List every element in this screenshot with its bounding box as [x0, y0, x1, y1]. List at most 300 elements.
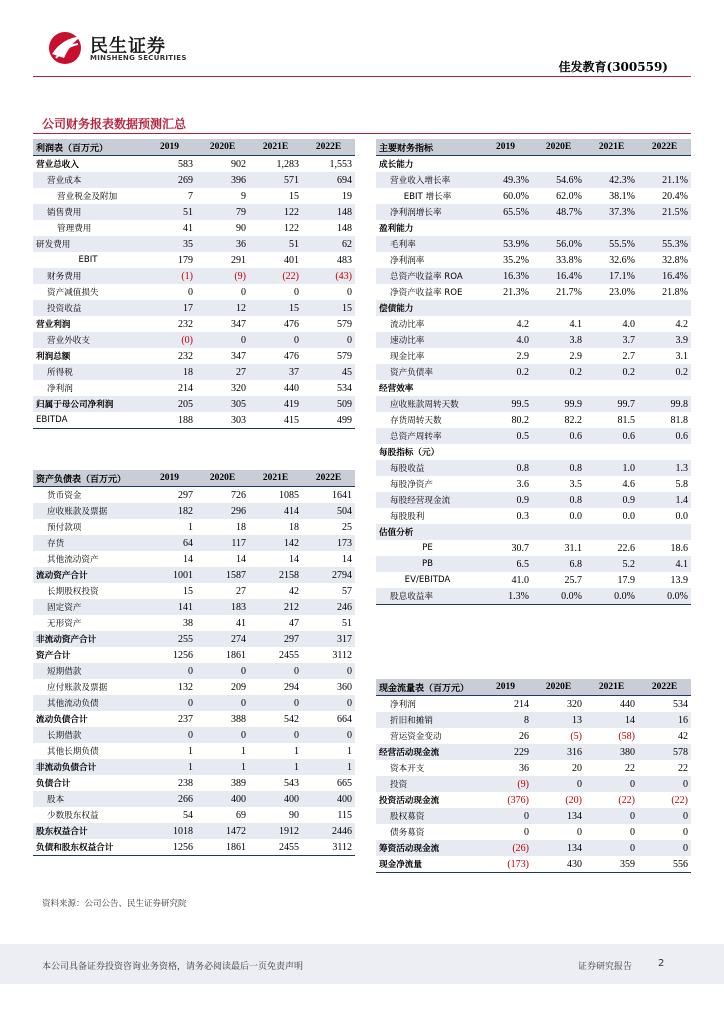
cell-value: 0.5 — [479, 428, 532, 444]
row-label: 其他流动资产 — [47, 555, 99, 565]
cell-value — [532, 380, 585, 396]
page-number: 2 — [658, 958, 665, 969]
table-row — [376, 540, 691, 556]
row-label: 每股股利 — [390, 512, 425, 522]
year-header: 2021E — [249, 470, 302, 487]
cell-value: 2.7 — [622, 350, 635, 362]
row-label: 营业税金及附加 — [57, 192, 118, 202]
data-source-note: 资料来源：公司公告、民生证券研究院 — [42, 899, 187, 909]
table-row — [33, 823, 355, 839]
section-title: 公司财务报表数据预测汇总 — [42, 117, 187, 131]
table-row — [33, 631, 355, 647]
table-title: 主要财务指标 — [376, 139, 479, 156]
cell-value: 476 — [284, 318, 299, 330]
cell-value: 3.8 — [532, 332, 585, 348]
cell-value: 664 — [337, 713, 352, 725]
cell-value: 122 — [284, 222, 299, 234]
row-label: 短期借款 — [33, 663, 143, 679]
cell-value: 229 — [479, 744, 532, 760]
cell-value: 578 — [638, 744, 691, 760]
cell-value: 47 — [289, 617, 299, 629]
cell-value: 214 — [514, 698, 529, 710]
cell-value: 726 — [231, 489, 246, 501]
table-row — [33, 519, 355, 535]
cell-value: 54 — [183, 809, 193, 821]
year-header: 2021E — [249, 139, 302, 156]
row-label: 其他长期负债 — [47, 747, 99, 757]
cell-value: 148 — [337, 222, 352, 234]
cell-value: 79 — [196, 204, 249, 220]
cell-value: 400 — [249, 791, 302, 807]
cell-value: (376) — [507, 794, 529, 806]
table-row — [376, 428, 691, 444]
cell-value: 173 — [302, 535, 355, 551]
table-row — [33, 807, 355, 823]
cell-value: 18 — [236, 521, 246, 533]
cell-value: 0.2 — [585, 364, 638, 380]
cell-value: 3.5 — [569, 478, 582, 490]
table-header-row — [33, 139, 355, 156]
cell-value: 401 — [284, 254, 299, 266]
row-label: 债务募资 — [390, 828, 425, 838]
cell-value: 0 — [630, 826, 635, 838]
cell-value: 1861 — [196, 839, 249, 856]
cell-value: 4.0 — [479, 332, 532, 348]
cell-value: 0 — [143, 727, 196, 743]
cell-value: 38.1% — [609, 190, 635, 202]
cell-value: 1,553 — [329, 158, 352, 170]
cell-value: 1 — [302, 759, 355, 775]
table-row — [376, 744, 691, 760]
cell-value: 2158 — [249, 567, 302, 583]
cell-value: 56.0% — [532, 236, 585, 252]
cell-value: 0 — [196, 695, 249, 711]
cell-value: (22) — [618, 794, 635, 806]
cell-value: 0 — [302, 332, 355, 348]
cell-value: 179 — [178, 254, 193, 266]
table-row — [33, 775, 355, 791]
table-row — [33, 380, 355, 396]
cell-value: 15 — [289, 190, 299, 202]
table-row — [376, 808, 691, 824]
cell-value: 4.0 — [622, 318, 635, 330]
cell-value: 57 — [342, 585, 352, 597]
cell-value: 37 — [249, 364, 302, 380]
cell-value — [638, 444, 691, 460]
table-row — [376, 348, 691, 364]
cell-value: 1 — [188, 745, 193, 757]
table-row — [376, 712, 691, 728]
cell-value: 0 — [524, 826, 529, 838]
cell-value: 3112 — [332, 649, 352, 661]
row-label: 应收账款周转天数 — [376, 396, 479, 412]
row-label: 货币资金 — [47, 491, 82, 501]
cell-value: 316 — [532, 744, 585, 760]
table-row — [376, 220, 691, 236]
cell-value: 4.1 — [638, 556, 691, 572]
row-label: PB — [376, 556, 479, 572]
cell-value — [638, 524, 691, 540]
table-row — [33, 759, 355, 775]
table-row — [376, 316, 691, 332]
cell-value: 23.0% — [609, 286, 635, 298]
table-row — [376, 824, 691, 840]
table-row — [376, 156, 691, 173]
row-label: 营业总收入 — [36, 160, 79, 170]
table-row — [376, 380, 691, 396]
cell-value: 205 — [143, 396, 196, 412]
cell-value: 0.0% — [585, 588, 638, 605]
cell-value: (0) — [143, 332, 196, 348]
year-header: 2022E — [638, 679, 691, 696]
cell-value: 1085 — [279, 489, 299, 501]
balance-sheet-table — [33, 470, 355, 856]
cell-value: 1.3% — [479, 588, 532, 605]
cell-value: 1256 — [143, 839, 196, 856]
page-header — [0, 0, 724, 80]
cell-value: 1641 — [332, 489, 352, 501]
cell-value: 2455 — [279, 649, 299, 661]
cell-value: 1 — [347, 745, 352, 757]
cell-value: 16.3% — [479, 268, 532, 284]
cell-value: 55.5% — [585, 236, 638, 252]
cell-value: 3.6 — [516, 478, 529, 490]
cell-value: 117 — [196, 535, 249, 551]
cell-value: 20.4% — [662, 190, 688, 202]
cell-value: 31.1 — [564, 542, 582, 554]
year-header: 2019 — [479, 679, 532, 696]
row-label: 应收账款及票据 — [33, 503, 143, 519]
cell-value: 0 — [143, 663, 196, 679]
cell-value: 0 — [249, 727, 302, 743]
cell-value — [479, 444, 532, 460]
row-label: 其他流动负债 — [33, 695, 143, 711]
cell-value: 1,283 — [276, 158, 299, 170]
cell-value: 49.3% — [479, 172, 532, 188]
cell-value: 246 — [302, 599, 355, 615]
cell-value: (173) — [479, 856, 532, 873]
cell-value: (22) — [249, 268, 302, 284]
table-row — [376, 364, 691, 380]
year-header: 2019 — [143, 139, 196, 156]
cell-value — [532, 444, 585, 460]
year-header: 2021E — [585, 679, 638, 696]
cell-value: 21.7% — [556, 286, 582, 298]
year-header: 2019 — [479, 139, 532, 156]
cell-value: 359 — [585, 856, 638, 873]
row-label: 每股收益 — [376, 460, 479, 476]
cell-value: 0.2 — [532, 364, 585, 380]
cell-value: 238 — [178, 777, 193, 789]
cell-value: 134 — [532, 808, 585, 824]
cell-value: 30.7 — [511, 542, 529, 554]
row-label: 利润总额 — [36, 352, 71, 362]
cell-value: 12 — [196, 300, 249, 316]
cell-value: 81.5 — [617, 414, 635, 426]
table-row — [376, 396, 691, 412]
table-row — [376, 776, 691, 792]
cell-value: 0 — [249, 332, 302, 348]
row-label: 投资 — [376, 776, 479, 792]
cell-value: 419 — [249, 396, 302, 412]
cell-value: 579 — [337, 318, 352, 330]
cell-value: 380 — [585, 744, 638, 760]
cell-value: (9) — [479, 776, 532, 792]
cell-value: 0 — [302, 727, 355, 743]
cell-value: 20 — [572, 762, 582, 774]
cell-value: 16.4% — [532, 268, 585, 284]
cell-value: 5.8 — [675, 478, 688, 490]
cell-value: 694 — [302, 172, 355, 188]
cell-value: (26) — [479, 840, 532, 856]
cell-value: 542 — [284, 713, 299, 725]
cell-value: 0.8 — [532, 492, 585, 508]
cell-value: 0 — [249, 695, 302, 711]
cell-value — [532, 524, 585, 540]
table-row — [376, 696, 691, 713]
cell-value: 8 — [479, 712, 532, 728]
table-row — [33, 695, 355, 711]
table-row — [376, 268, 691, 284]
cell-value: 237 — [178, 713, 193, 725]
cell-value: 22 — [678, 762, 688, 774]
year-header: 2020E — [532, 139, 585, 156]
cell-value: 483 — [337, 254, 352, 266]
year-header: 2022E — [302, 470, 355, 487]
row-label: 销售费用 — [33, 204, 143, 220]
row-label: 净利润率 — [390, 256, 425, 266]
cell-value: 51 — [249, 236, 302, 252]
section-divider — [33, 133, 691, 134]
year-header: 2020E — [196, 139, 249, 156]
cell-value: 132 — [178, 681, 193, 693]
table-row — [33, 711, 355, 727]
cell-value: 16 — [638, 712, 691, 728]
brand-logo — [48, 30, 198, 70]
cell-value: 15 — [302, 300, 355, 316]
table-row — [33, 332, 355, 348]
year-header: 2019 — [143, 470, 196, 487]
cell-value: 27 — [236, 585, 246, 597]
row-label: 净资产收益率 ROE — [390, 288, 463, 298]
table-row — [33, 348, 355, 364]
cell-value: 317 — [302, 631, 355, 647]
cell-value: 51 — [342, 617, 352, 629]
cell-value: 266 — [143, 791, 196, 807]
cell-value: 274 — [196, 631, 249, 647]
cell-value: 90 — [236, 222, 246, 234]
cell-value: 1587 — [196, 567, 249, 583]
cell-value: 504 — [302, 503, 355, 519]
row-label: 财务费用 — [33, 268, 143, 284]
row-label: 资本开支 — [390, 764, 425, 774]
table-row — [33, 615, 355, 631]
income-statement-table — [33, 139, 355, 429]
cell-value: 21.3% — [503, 286, 529, 298]
cell-value: 291 — [231, 254, 246, 266]
cell-value: 14 — [342, 553, 352, 565]
cell-value: 3112 — [302, 839, 355, 856]
cell-value: 1 — [294, 745, 299, 757]
table-row — [33, 156, 355, 173]
table-row — [376, 444, 691, 460]
cell-value: 35.2% — [503, 254, 529, 266]
cell-value: 1 — [188, 521, 193, 533]
cell-value: 4.2 — [675, 318, 688, 330]
cell-value: 0 — [196, 727, 249, 743]
cell-value: 62 — [302, 236, 355, 252]
cell-value: 4.2 — [516, 318, 529, 330]
row-label: 长期股权投资 — [47, 587, 99, 597]
table-row — [33, 503, 355, 519]
row-label: 资产合计 — [36, 651, 71, 661]
cell-value: 0 — [577, 826, 582, 838]
table-row — [33, 396, 355, 412]
row-label: 营业利润 — [36, 320, 71, 330]
cell-value: 42 — [289, 585, 299, 597]
cell-value: 3.7 — [585, 332, 638, 348]
cell-value: 1.4 — [638, 492, 691, 508]
table-row — [33, 743, 355, 759]
table-row — [33, 252, 355, 268]
cell-value — [479, 380, 532, 396]
header-divider — [33, 76, 691, 77]
row-label: 每股净资产 — [390, 480, 433, 490]
table-row — [33, 663, 355, 679]
table-row — [376, 524, 691, 540]
cell-value: 269 — [143, 172, 196, 188]
cell-value: 1.0 — [585, 460, 638, 476]
row-label: 资产减值损失 — [47, 288, 99, 298]
cell-value: 347 — [231, 318, 246, 330]
cell-value: 22.6 — [617, 542, 635, 554]
cell-value: 45 — [302, 364, 355, 380]
cell-value: 0.0 — [622, 510, 635, 522]
cell-value: 6.8 — [532, 556, 585, 572]
table-row — [33, 316, 355, 332]
row-label: 偿债能力 — [376, 300, 479, 316]
row-label: 所得税 — [33, 364, 143, 380]
cell-value: 35 — [143, 236, 196, 252]
cell-value: 1912 — [249, 823, 302, 839]
cell-value: 1861 — [226, 649, 246, 661]
cell-value: 297 — [249, 631, 302, 647]
table-row — [376, 588, 691, 605]
cell-value: 297 — [178, 489, 193, 501]
cell-value: 38 — [183, 617, 193, 629]
table-row — [33, 220, 355, 236]
cell-value: 294 — [284, 681, 299, 693]
cell-value: 36 — [519, 762, 529, 774]
report-type: 证券研究报告 — [578, 962, 633, 972]
table-header-row — [376, 679, 691, 696]
cell-value: 60.0% — [503, 190, 529, 202]
table-row — [33, 647, 355, 663]
row-label: 投资活动现金流 — [379, 796, 440, 806]
cell-value: 360 — [337, 681, 352, 693]
cell-value: 99.9 — [532, 396, 585, 412]
cell-value: 134 — [532, 840, 585, 856]
table-row — [33, 236, 355, 252]
cell-value: 440 — [284, 382, 299, 394]
cell-value: 476 — [284, 350, 299, 362]
cell-value: 122 — [249, 204, 302, 220]
cell-value: 665 — [337, 777, 352, 789]
cell-value: 902 — [231, 158, 246, 170]
cell-value: 25 — [342, 521, 352, 533]
cell-value — [585, 524, 638, 540]
table-row — [33, 204, 355, 220]
cell-value: 509 — [302, 396, 355, 412]
cell-value: 54.6% — [532, 172, 585, 188]
cell-value: 14 — [236, 553, 246, 565]
table-row — [376, 556, 691, 572]
cell-value: 148 — [302, 204, 355, 220]
cell-value: 0 — [249, 663, 302, 679]
cell-value: 0 — [585, 808, 638, 824]
table-row — [33, 412, 355, 429]
table-row — [376, 460, 691, 476]
cell-value — [638, 156, 691, 173]
cell-value: 2455 — [249, 839, 302, 856]
cell-value: 2.9 — [516, 350, 529, 362]
table-row — [376, 476, 691, 492]
cell-value: 534 — [673, 698, 688, 710]
cell-value: 81.8 — [670, 414, 688, 426]
row-label: 预付款项 — [47, 523, 82, 533]
row-label: 营业外收支 — [33, 332, 143, 348]
table-row — [33, 599, 355, 615]
cell-value: 0.0 — [675, 510, 688, 522]
cell-value — [585, 444, 638, 460]
cell-value: 0.0% — [638, 588, 691, 605]
cell-value: 14 — [585, 712, 638, 728]
row-label: 每股经营现金流 — [376, 492, 479, 508]
row-label: 筹资活动现金流 — [376, 840, 479, 856]
table-header-row — [376, 139, 691, 156]
row-label: 股权募资 — [376, 808, 479, 824]
cell-value: 0.2 — [638, 364, 691, 380]
cell-value: 440 — [620, 698, 635, 710]
cell-value: 305 — [196, 396, 249, 412]
row-label: 营业成本 — [33, 172, 143, 188]
row-label: 负债合计 — [36, 779, 71, 789]
row-label: EV/EBITDA — [404, 575, 451, 585]
row-label: 折旧和摊销 — [376, 712, 479, 728]
row-label: 研发费用 — [33, 236, 143, 252]
cell-value: 0 — [479, 808, 532, 824]
cell-value: 41.0 — [511, 574, 529, 586]
table-row — [376, 572, 691, 588]
cell-value: 320 — [567, 698, 582, 710]
table-row — [33, 839, 355, 856]
cell-value: 17.9 — [617, 574, 635, 586]
table-title: 现金流量表（百万元） — [376, 679, 479, 696]
cell-value: 579 — [337, 350, 352, 362]
cell-value: 396 — [196, 172, 249, 188]
cell-value: 18.6 — [670, 542, 688, 554]
cell-value: 1.3 — [638, 460, 691, 476]
row-label: 非流动资产合计 — [33, 631, 143, 647]
cell-value: 21.5% — [638, 204, 691, 220]
table-row — [376, 856, 691, 873]
cell-value: 414 — [249, 503, 302, 519]
brand-name-cn: 民生证券 — [90, 36, 166, 57]
cell-value: 232 — [178, 350, 193, 362]
row-label: 资产负债率 — [376, 364, 479, 380]
row-label: 存货 — [33, 535, 143, 551]
table-row — [33, 583, 355, 599]
